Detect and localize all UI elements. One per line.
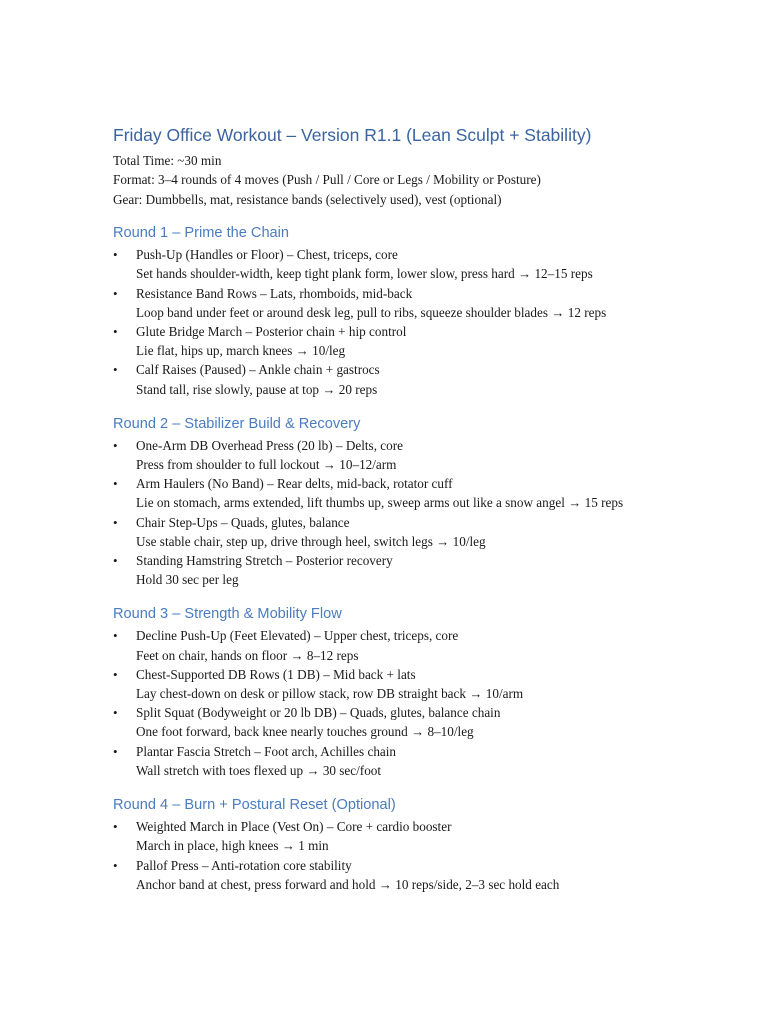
- round-heading: Round 3 – Strength & Mobility Flow: [113, 606, 342, 623]
- move-name: Resistance Band Rows – Lats, rhomboids, mid-back: [136, 285, 413, 301]
- move-list: [113, 245, 728, 399]
- gear-line: Gear: Dumbbells, mat, resistance bands (selectively used), vest (optional): [113, 191, 502, 207]
- move-name: Calf Raises (Paused) – Ankle chain + gastrocs: [136, 362, 380, 378]
- move-detail: Wall stretch with toes flexed up → 30 sec/foot: [136, 762, 382, 778]
- bullet-icon: •: [113, 362, 118, 378]
- bullet-icon: •: [113, 324, 118, 340]
- list-item: [113, 474, 728, 512]
- move-name: Plantar Fascia Stretch – Foot arch, Achilles chain: [136, 743, 397, 759]
- move-name: Push-Up (Handles or Floor) – Chest, triceps, core: [136, 247, 398, 263]
- move-detail: March in place, high knees → 1 min: [136, 838, 329, 854]
- move-detail: Lie on stomach, arms extended, lift thumbs up, sweep arms out like a snow angel → 15 reps: [136, 495, 624, 511]
- move-detail: Press from shoulder to full lockout → 10–12/arm: [136, 457, 397, 473]
- bullet-icon: •: [113, 437, 118, 453]
- move-list: [113, 626, 728, 780]
- move-detail: Loop band under feet or around desk leg, pull to ribs, squeeze shoulder blades → 12 reps: [136, 304, 607, 320]
- move-detail: Use stable chair, step up, drive through heel, switch legs → 10/leg: [136, 533, 486, 549]
- round-heading: Round 1 – Prime the Chain: [113, 225, 290, 242]
- round-heading: Round 4 – Burn + Postural Reset (Optional): [113, 797, 396, 814]
- move-detail: Anchor band at chest, press forward and hold → 10 reps/side, 2–3 sec hold each: [136, 876, 560, 892]
- bullet-icon: •: [113, 247, 118, 263]
- move-name: Pallof Press – Anti-rotation core stability: [136, 857, 352, 873]
- move-list: [113, 817, 728, 894]
- move-name: One-Arm DB Overhead Press (20 lb) – Delts, core: [136, 437, 403, 453]
- list-item: [113, 856, 728, 894]
- move-name: Arm Haulers (No Band) – Rear delts, mid-back, rotator cuff: [136, 476, 453, 492]
- move-detail: Set hands shoulder-width, keep tight plank form, lower slow, press hard → 12–15 reps: [136, 266, 593, 282]
- move-detail: Hold 30 sec per leg: [136, 572, 239, 588]
- list-item: [113, 551, 728, 589]
- list-item: [113, 436, 728, 474]
- list-item: [113, 360, 728, 398]
- bullet-icon: •: [113, 819, 118, 835]
- list-item: [113, 742, 728, 780]
- move-detail: Stand tall, rise slowly, pause at top → 20 reps: [136, 381, 378, 397]
- bullet-icon: •: [113, 857, 118, 873]
- bullet-icon: •: [113, 743, 118, 759]
- document-title: Friday Office Workout – Version R1.1 (Lean Sculpt + Stability): [113, 125, 592, 145]
- list-item: [113, 665, 728, 703]
- list-item: [113, 817, 728, 855]
- move-name: Chest-Supported DB Rows (1 DB) – Mid back + lats: [136, 666, 416, 682]
- round-section-4: [113, 796, 728, 894]
- move-name: Chair Step-Ups – Quads, glutes, balance: [136, 514, 350, 530]
- move-name: Glute Bridge March – Posterior chain + hip control: [136, 324, 407, 340]
- rounds-container: [113, 224, 728, 894]
- move-name: Split Squat (Bodyweight or 20 lb DB) – Quads, glutes, balance chain: [136, 705, 501, 721]
- bullet-icon: •: [113, 285, 118, 301]
- total-time-line: Total Time: ~30 min: [113, 153, 222, 168]
- list-item: [113, 703, 728, 741]
- list-item: [113, 626, 728, 664]
- bullet-icon: •: [113, 514, 118, 530]
- move-detail: Lie flat, hips up, march knees → 10/leg: [136, 343, 346, 359]
- bullet-icon: •: [113, 705, 118, 721]
- move-name: Decline Push-Up (Feet Elevated) – Upper chest, triceps, core: [136, 628, 459, 644]
- bullet-icon: •: [113, 476, 118, 492]
- list-item: [113, 322, 728, 360]
- move-detail: One foot forward, back knee nearly touches ground → 8–10/leg: [136, 724, 474, 740]
- list-item: [113, 284, 728, 322]
- move-name: Weighted March in Place (Vest On) – Core + cardio booster: [136, 819, 452, 835]
- move-list: [113, 436, 728, 590]
- bullet-icon: •: [113, 628, 118, 644]
- format-line: Format: 3–4 rounds of 4 moves (Push / Pull / Core or Legs / Mobility or Posture): [113, 172, 541, 188]
- move-detail: Feet on chair, hands on floor → 8–12 reps: [136, 647, 359, 663]
- round-section-3: [113, 605, 728, 780]
- move-name: Standing Hamstring Stretch – Posterior recovery: [136, 553, 393, 569]
- bullet-icon: •: [113, 666, 118, 682]
- bullet-icon: •: [113, 553, 118, 569]
- list-item: [113, 513, 728, 551]
- round-heading: Round 2 – Stabilizer Build & Recovery: [113, 415, 361, 432]
- move-detail: Lay chest-down on desk or pillow stack, row DB straight back → 10/arm: [136, 686, 524, 702]
- round-section-2: [113, 415, 728, 590]
- round-section-1: [113, 224, 728, 399]
- list-item: [113, 245, 728, 283]
